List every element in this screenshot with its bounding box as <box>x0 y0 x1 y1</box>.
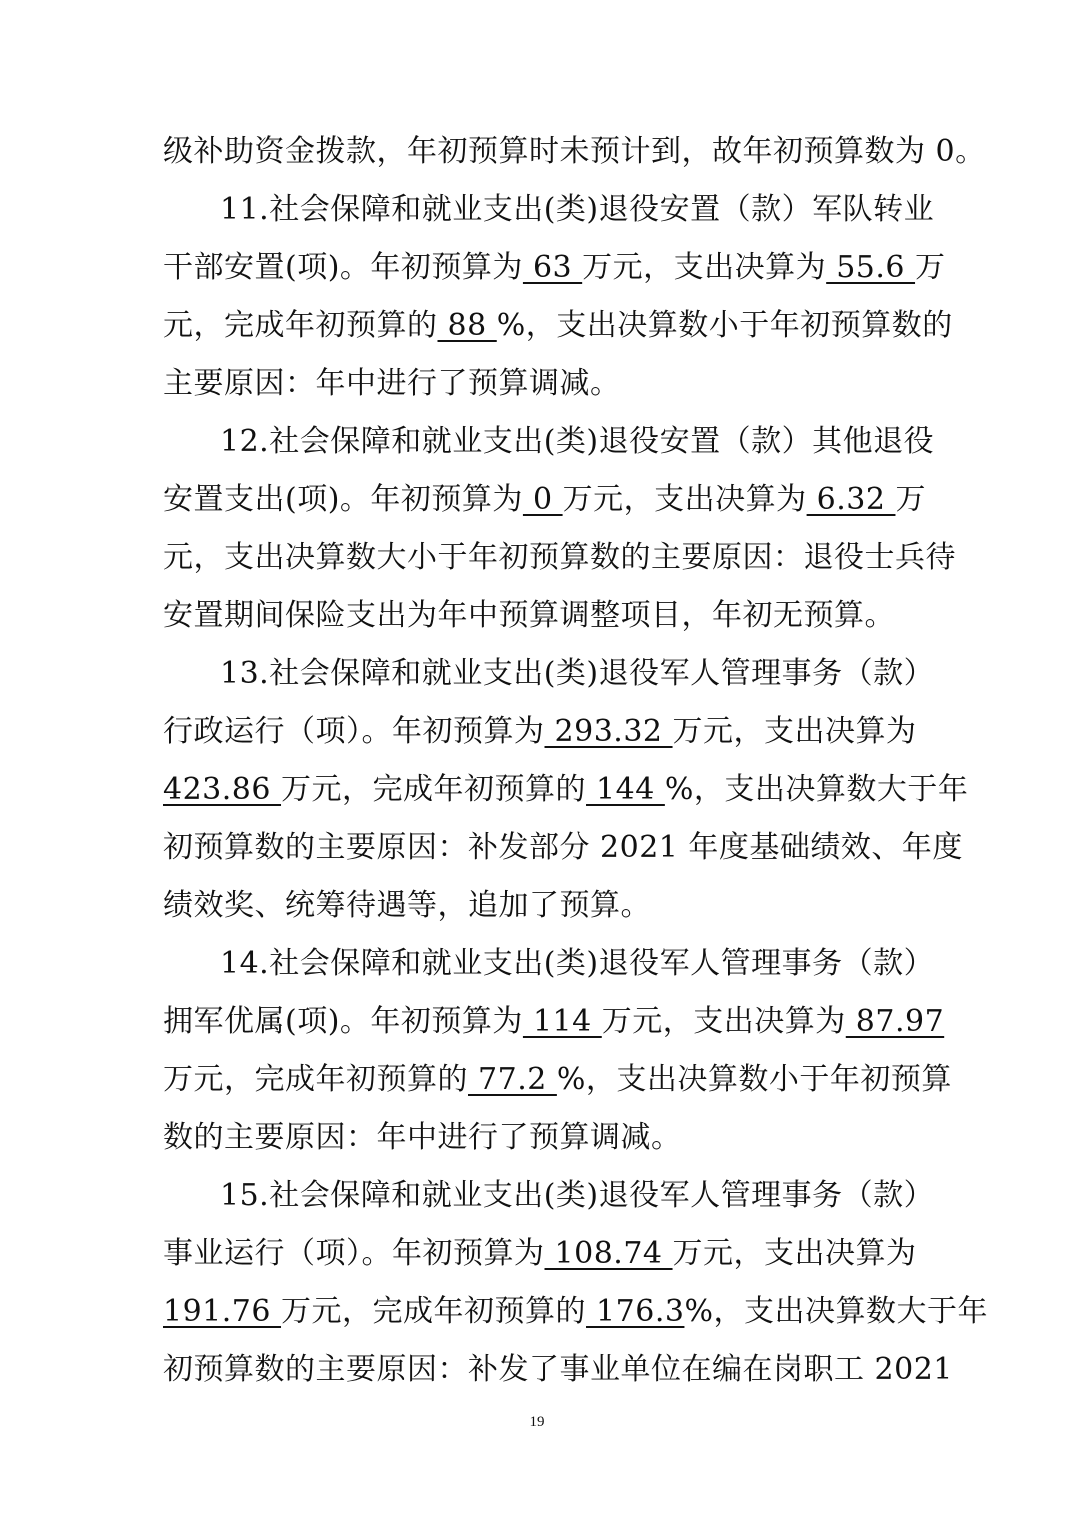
text-line <box>163 1056 952 1114</box>
text-segment: 元，完成年初预算的 <box>163 308 438 343</box>
underlined-value: 423.86 <box>163 772 282 807</box>
paragraph-first-line <box>163 1172 935 1230</box>
underlined-value: 108.74 <box>544 1236 673 1271</box>
text-segment: 绩效奖、统筹待遇等，追加了预算。 <box>163 888 651 923</box>
document-body <box>163 128 988 1404</box>
paragraph-first-line <box>163 186 935 244</box>
underlined-value: 63 <box>522 250 583 285</box>
text-line <box>163 534 956 592</box>
text-segment: 初预算数的主要原因：补发了事业单位在编在岗职工 2021 <box>163 1352 953 1387</box>
underlined-value: 55.6 <box>826 250 916 285</box>
text-line <box>163 244 946 302</box>
text-segment: %，支出决算数小于年初预算数的 <box>496 308 953 343</box>
text-segment: 13.社会保障和就业支出(类)退役军人管理事务（款） <box>220 656 935 691</box>
text-line <box>163 708 917 766</box>
text-line <box>163 1346 953 1404</box>
text-line <box>163 128 986 186</box>
text-segment: %，支出决算数大于年 <box>664 772 969 807</box>
text-line <box>163 1230 917 1288</box>
page-number: 19 <box>529 1414 545 1430</box>
text-segment: 15.社会保障和就业支出(类)退役军人管理事务（款） <box>220 1178 935 1213</box>
text-segment: 安置支出(项)。年初预算为 <box>163 482 523 517</box>
text-segment: 元，支出决算数大小于年初预算数的主要原因：退役士兵待 <box>163 540 956 575</box>
text-segment: 万 <box>895 482 926 517</box>
text-segment: 数的主要原因：年中进行了预算调减。 <box>163 1120 682 1155</box>
underlined-value: 88 <box>437 308 497 343</box>
text-line <box>163 476 926 534</box>
text-segment: 万元，支出决算为 <box>582 250 827 285</box>
text-line <box>163 824 963 882</box>
text-segment: 级补助资金拨款，年初预算时未预计到，故年初预算数为 0。 <box>163 134 986 169</box>
text-segment: 万元，完成年初预算的 <box>163 1062 468 1097</box>
text-segment: 万元，支出决算为 <box>601 1004 846 1039</box>
text-segment: 万 <box>915 250 946 285</box>
text-line <box>163 882 913 940</box>
paragraph-first-line <box>163 650 935 708</box>
text-segment: 主要原因：年中进行了预算调减。 <box>163 366 621 401</box>
text-segment: %，支出决算数小于年初预算 <box>556 1062 952 1097</box>
paragraph-first-line <box>163 940 935 998</box>
text-segment: 万元，完成年初预算的 <box>281 772 587 807</box>
text-line <box>163 360 913 418</box>
underlined-value: 77.2 <box>468 1062 557 1097</box>
text-segment: 事业运行（项）。年初预算为 <box>163 1236 545 1271</box>
underlined-value: 176.3 <box>586 1294 685 1329</box>
underlined-value: 293.32 <box>544 714 673 749</box>
text-line <box>163 592 913 650</box>
underlined-value: 114 <box>522 1004 602 1039</box>
paragraph-first-line <box>163 418 935 476</box>
text-segment: 万元，支出决算为 <box>672 1236 917 1271</box>
text-line <box>163 998 945 1056</box>
text-segment: 安置期间保险支出为年中预算调整项目，年初无预算。 <box>163 598 895 633</box>
underlined-value: 87.97 <box>845 1004 945 1039</box>
underlined-value: 0 <box>522 482 563 517</box>
text-segment: 11.社会保障和就业支出(类)退役安置（款）军队转业 <box>220 192 935 227</box>
text-line <box>163 1288 988 1346</box>
text-segment: 行政运行（项）。年初预算为 <box>163 714 545 749</box>
text-line <box>163 766 969 824</box>
text-line <box>163 1114 913 1172</box>
text-segment: 干部安置(项)。年初预算为 <box>163 250 523 285</box>
underlined-value: 191.76 <box>163 1294 282 1329</box>
text-segment: 14.社会保障和就业支出(类)退役军人管理事务（款） <box>220 946 935 981</box>
text-segment: %，支出决算数大于年 <box>684 1294 988 1329</box>
text-segment: 12.社会保障和就业支出(类)退役安置（款）其他退役 <box>220 424 935 459</box>
text-line <box>163 302 953 360</box>
text-segment: 万元，支出决算为 <box>672 714 917 749</box>
underlined-value: 6.32 <box>806 482 896 517</box>
text-segment: 拥军优属(项)。年初预算为 <box>163 1004 523 1039</box>
text-segment: 万元，完成年初预算的 <box>281 1294 587 1329</box>
text-segment: 初预算数的主要原因：补发部分 2021 年度基础绩效、年度 <box>163 830 963 865</box>
text-segment: 万元，支出决算为 <box>562 482 807 517</box>
underlined-value: 144 <box>586 772 665 807</box>
